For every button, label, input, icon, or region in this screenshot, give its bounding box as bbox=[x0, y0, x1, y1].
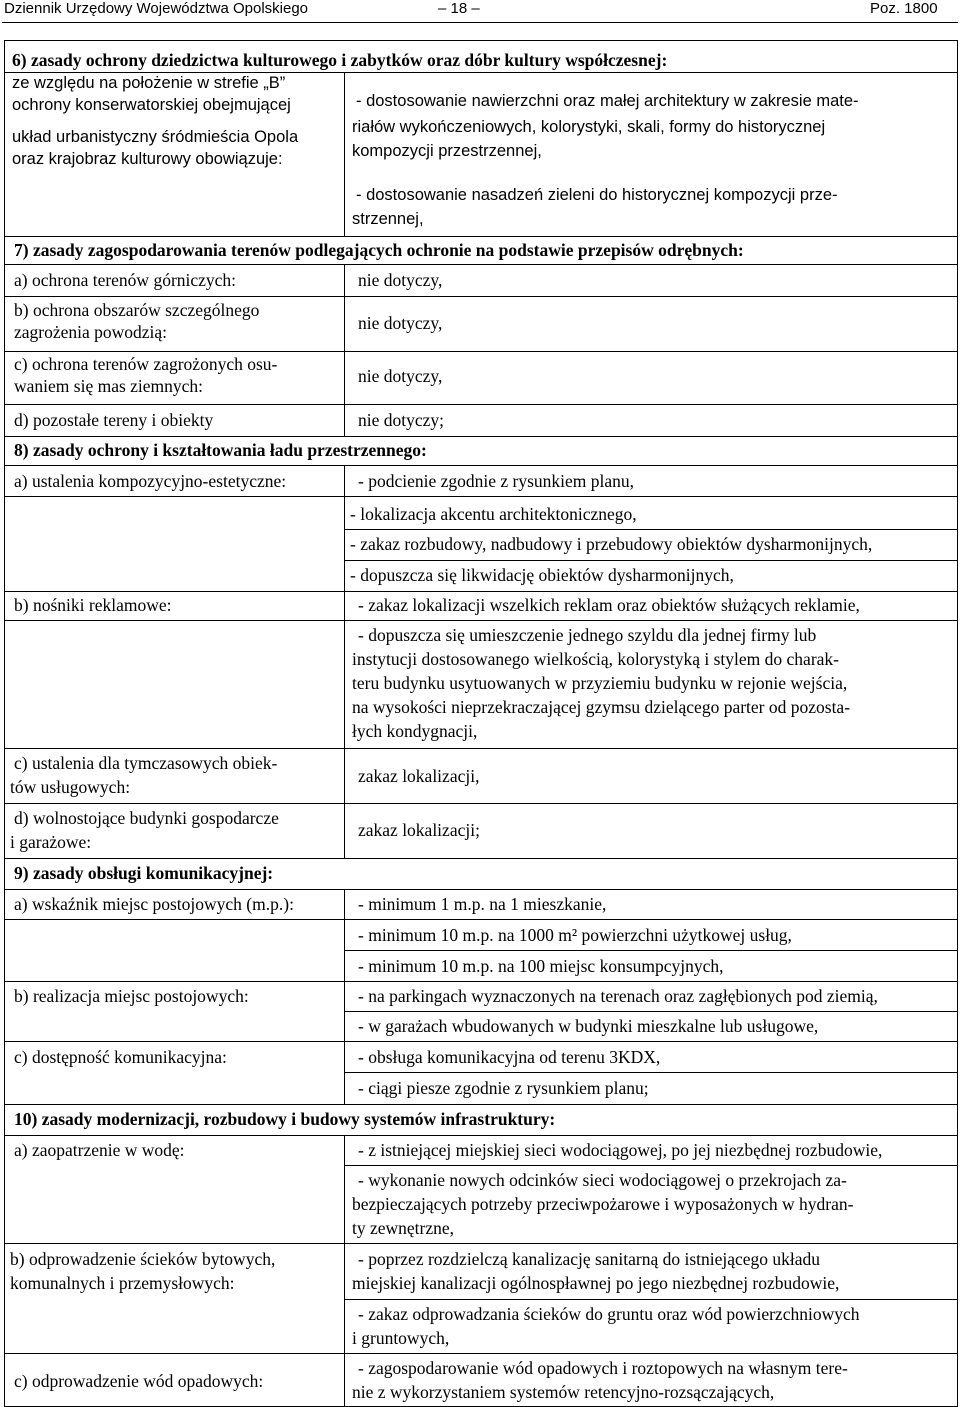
s8-c-value: zakaz lokalizacji, bbox=[358, 766, 480, 786]
column-divider bbox=[344, 889, 345, 1104]
s8-a-value: - dopuszcza się likwidację obiektów dysharmonijnych, bbox=[350, 565, 734, 585]
s7-a-value: nie dotyczy, bbox=[358, 270, 443, 290]
s9-c-value: - ciągi piesze zgodnie z rysunkiem planu; bbox=[358, 1078, 649, 1098]
section-6-title: 6) zasady ochrony dziedzictwa kulturowego i zabytków oraz dóbr kultury współczesnej: bbox=[12, 50, 668, 70]
row-divider bbox=[4, 1243, 958, 1244]
s8-b-value: instytucji dostosowanego wielkością, kolorystyką i stylem do charak- bbox=[352, 649, 839, 669]
row-divider bbox=[4, 496, 958, 497]
s10-c-value: nie z wykorzystaniem systemów retencyjno-rozsączających, bbox=[352, 1382, 775, 1402]
column-divider bbox=[344, 72, 345, 236]
s10-b-label: komunalnych i przemysłowych: bbox=[10, 1273, 235, 1293]
s10-b-value: miejskiej kanalizacji ogólnospławnej po jego niezbędnej rozbudowie, bbox=[352, 1273, 840, 1293]
column-divider bbox=[344, 1135, 345, 1407]
s8-b-value: łych kondygnacji, bbox=[352, 721, 478, 741]
s7-c-value: nie dotyczy, bbox=[358, 366, 443, 386]
s7-c-label: waniem się mas ziemnych: bbox=[14, 376, 204, 396]
row-divider bbox=[4, 1135, 958, 1136]
s8-b-label: b) nośniki reklamowe: bbox=[14, 595, 172, 615]
position-number: Poz. 1800 bbox=[870, 0, 938, 17]
column-divider bbox=[344, 264, 345, 436]
s6-label-line: oraz krajobraz kulturowy obowiązuje: bbox=[12, 150, 283, 168]
section-8-title: 8) zasady ochrony i kształtowania ładu przestrzennego: bbox=[14, 440, 427, 460]
row-divider bbox=[4, 436, 958, 437]
s7-d-value: nie dotyczy; bbox=[358, 410, 445, 430]
row-divider bbox=[344, 950, 958, 951]
s9-a-value: - minimum 10 m.p. na 100 miejsc konsumpcyjnych, bbox=[358, 956, 724, 976]
row-divider bbox=[4, 264, 958, 265]
row-divider bbox=[4, 858, 958, 859]
s7-b-value: nie dotyczy, bbox=[358, 313, 443, 333]
column-divider bbox=[344, 465, 345, 858]
s7-b-label: b) ochrona obszarów szczególnego bbox=[14, 300, 260, 320]
section-7-title: 7) zasady zagospodarowania terenów podlegających ochronie na podstawie przepisów odrębnych: bbox=[14, 240, 744, 260]
s8-d-value: zakaz lokalizacji; bbox=[358, 820, 480, 840]
s10-b-value: - poprzez rozdzielczą kanalizację sanitarną do istniejącego układu bbox=[358, 1249, 821, 1269]
s6-label-line: ze względu na położenie w strefie „B” bbox=[12, 74, 286, 92]
s8-a-value: - zakaz rozbudowy, nadbudowy i przebudowy obiektów dysharmonijnych, bbox=[350, 534, 873, 554]
s10-b-label: b) odprowadzenie ścieków bytowych, bbox=[10, 1249, 276, 1269]
s8-b-value: - zakaz lokalizacji wszelkich reklam oraz obiektów służących reklamie, bbox=[358, 595, 860, 615]
row-divider bbox=[344, 1165, 958, 1166]
s10-a-value: bezpieczających potrzeby przeciwpożarowe i wyposażonych w hydran- bbox=[352, 1194, 854, 1214]
s9-a-value: - minimum 10 m.p. na 1000 m² powierzchni użytkowej usług, bbox=[358, 925, 792, 945]
s6-label-line: ochrony konserwatorskiej obejmującej bbox=[12, 96, 291, 114]
row-divider bbox=[4, 620, 958, 621]
s9-b-value: - w garażach wbudowanych w budynki mieszkalne lub usługowe, bbox=[358, 1016, 819, 1036]
row-divider bbox=[4, 1104, 958, 1105]
s10-b-value: - zakaz odprowadzania ścieków do gruntu oraz wód powierzchniowych bbox=[358, 1304, 860, 1324]
row-divider bbox=[344, 529, 958, 530]
row-divider bbox=[344, 1299, 958, 1300]
page-number: – 18 – bbox=[438, 0, 480, 17]
s7-c-label: c) ochrona terenów zagrożonych osu- bbox=[14, 354, 278, 374]
row-divider bbox=[344, 560, 958, 561]
row-divider bbox=[4, 296, 958, 297]
s6-value-line: strzennej, bbox=[352, 210, 424, 228]
s10-a-value: ty zewnętrzne, bbox=[352, 1218, 455, 1238]
row-divider bbox=[4, 465, 958, 466]
s9-b-label: b) realizacja miejsc postojowych: bbox=[14, 986, 249, 1006]
row-divider bbox=[4, 591, 958, 592]
row-divider bbox=[4, 803, 958, 804]
s6-value-line: - dostosowanie nawierzchni oraz małej architektury w zakresie mate- bbox=[356, 92, 859, 110]
page-header bbox=[0, 0, 960, 22]
s8-c-label: c) ustalenia dla tymczasowych obiek- bbox=[14, 753, 278, 773]
s8-c-label: tów usługowych: bbox=[10, 777, 131, 797]
s8-d-label: d) wolnostojące budynki gospodarcze bbox=[14, 808, 279, 828]
s8-b-value: na wysokości nieprzekraczającej gzymsu dzielącego parter od pozosta- bbox=[352, 697, 851, 717]
header-rule bbox=[2, 22, 958, 23]
s10-b-value: i gruntowych, bbox=[352, 1328, 450, 1348]
row-divider bbox=[4, 748, 958, 749]
s6-value-line: - dostosowanie nasadzeń zieleni do historycznej kompozycji prze- bbox=[356, 186, 838, 204]
section-10-title: 10) zasady modernizacji, rozbudowy i budowy systemów infrastruktury: bbox=[14, 1109, 556, 1129]
s8-a-value: - podcienie zgodnie z rysunkiem planu, bbox=[358, 471, 635, 491]
s10-a-label: a) zaopatrzenie w wodę: bbox=[14, 1140, 185, 1160]
journal-title: Dziennik Urzędowy Województwa Opolskiego bbox=[4, 0, 309, 17]
row-divider bbox=[4, 919, 958, 920]
s9-c-value: - obsługa komunikacyjna od terenu 3KDX, bbox=[358, 1047, 661, 1067]
s6-value-line: kompozycji przestrzennej, bbox=[352, 142, 542, 160]
s7-b-label: zagrożenia powodzią: bbox=[14, 322, 168, 342]
s8-d-label: i garażowe: bbox=[10, 832, 92, 852]
row-divider bbox=[4, 1353, 958, 1354]
s7-a-label: a) ochrona terenów górniczych: bbox=[14, 270, 237, 290]
row-divider bbox=[4, 236, 958, 237]
row-divider bbox=[4, 981, 958, 982]
row-divider bbox=[4, 1041, 958, 1042]
s9-a-label: a) wskaźnik miejsc postojowych (m.p.): bbox=[14, 894, 294, 914]
s6-label-line: układ urbanistyczny śródmieścia Opola bbox=[12, 128, 299, 146]
s10-a-value: - z istniejącej miejskiej sieci wodociągowej, po jej niezbędnej rozbudowie, bbox=[358, 1140, 883, 1160]
s9-a-value: - minimum 1 m.p. na 1 mieszkanie, bbox=[358, 894, 607, 914]
row-divider bbox=[4, 404, 958, 405]
s8-b-value: - dopuszcza się umieszczenie jednego szyldu dla jednej firmy lub bbox=[358, 625, 817, 645]
s7-d-label: d) pozostałe tereny i obiekty bbox=[14, 410, 214, 430]
s10-a-value: - wykonanie nowych odcinków sieci wodociągowej o przekrojach za- bbox=[358, 1170, 847, 1190]
s8-a-label: a) ustalenia kompozycyjno-estetyczne: bbox=[14, 471, 287, 491]
s10-c-value: - zagospodarowanie wód opadowych i roztopowych na własnym tere- bbox=[358, 1358, 848, 1378]
s6-value-line: riałów wykończeniowych, kolorystyki, skali, formy do historycznej bbox=[352, 118, 826, 136]
s9-b-value: - na parkingach wyznaczonych na terenach oraz zagłębionych pod ziemią, bbox=[358, 986, 878, 1006]
row-divider bbox=[344, 1072, 958, 1073]
s10-c-label: c) odprowadzenie wód opadowych: bbox=[14, 1371, 264, 1391]
row-divider bbox=[4, 889, 958, 890]
row-divider bbox=[344, 1011, 958, 1012]
s9-c-label: c) dostępność komunikacyjna: bbox=[14, 1047, 227, 1067]
s8-b-value: teru budynku usytuowanych w przyziemiu budynku w rejonie wejścia, bbox=[352, 673, 848, 693]
section-9-title: 9) zasady obsługi komunikacyjnej: bbox=[14, 863, 274, 883]
s8-a-value: - lokalizacja akcentu architektonicznego, bbox=[350, 504, 637, 524]
